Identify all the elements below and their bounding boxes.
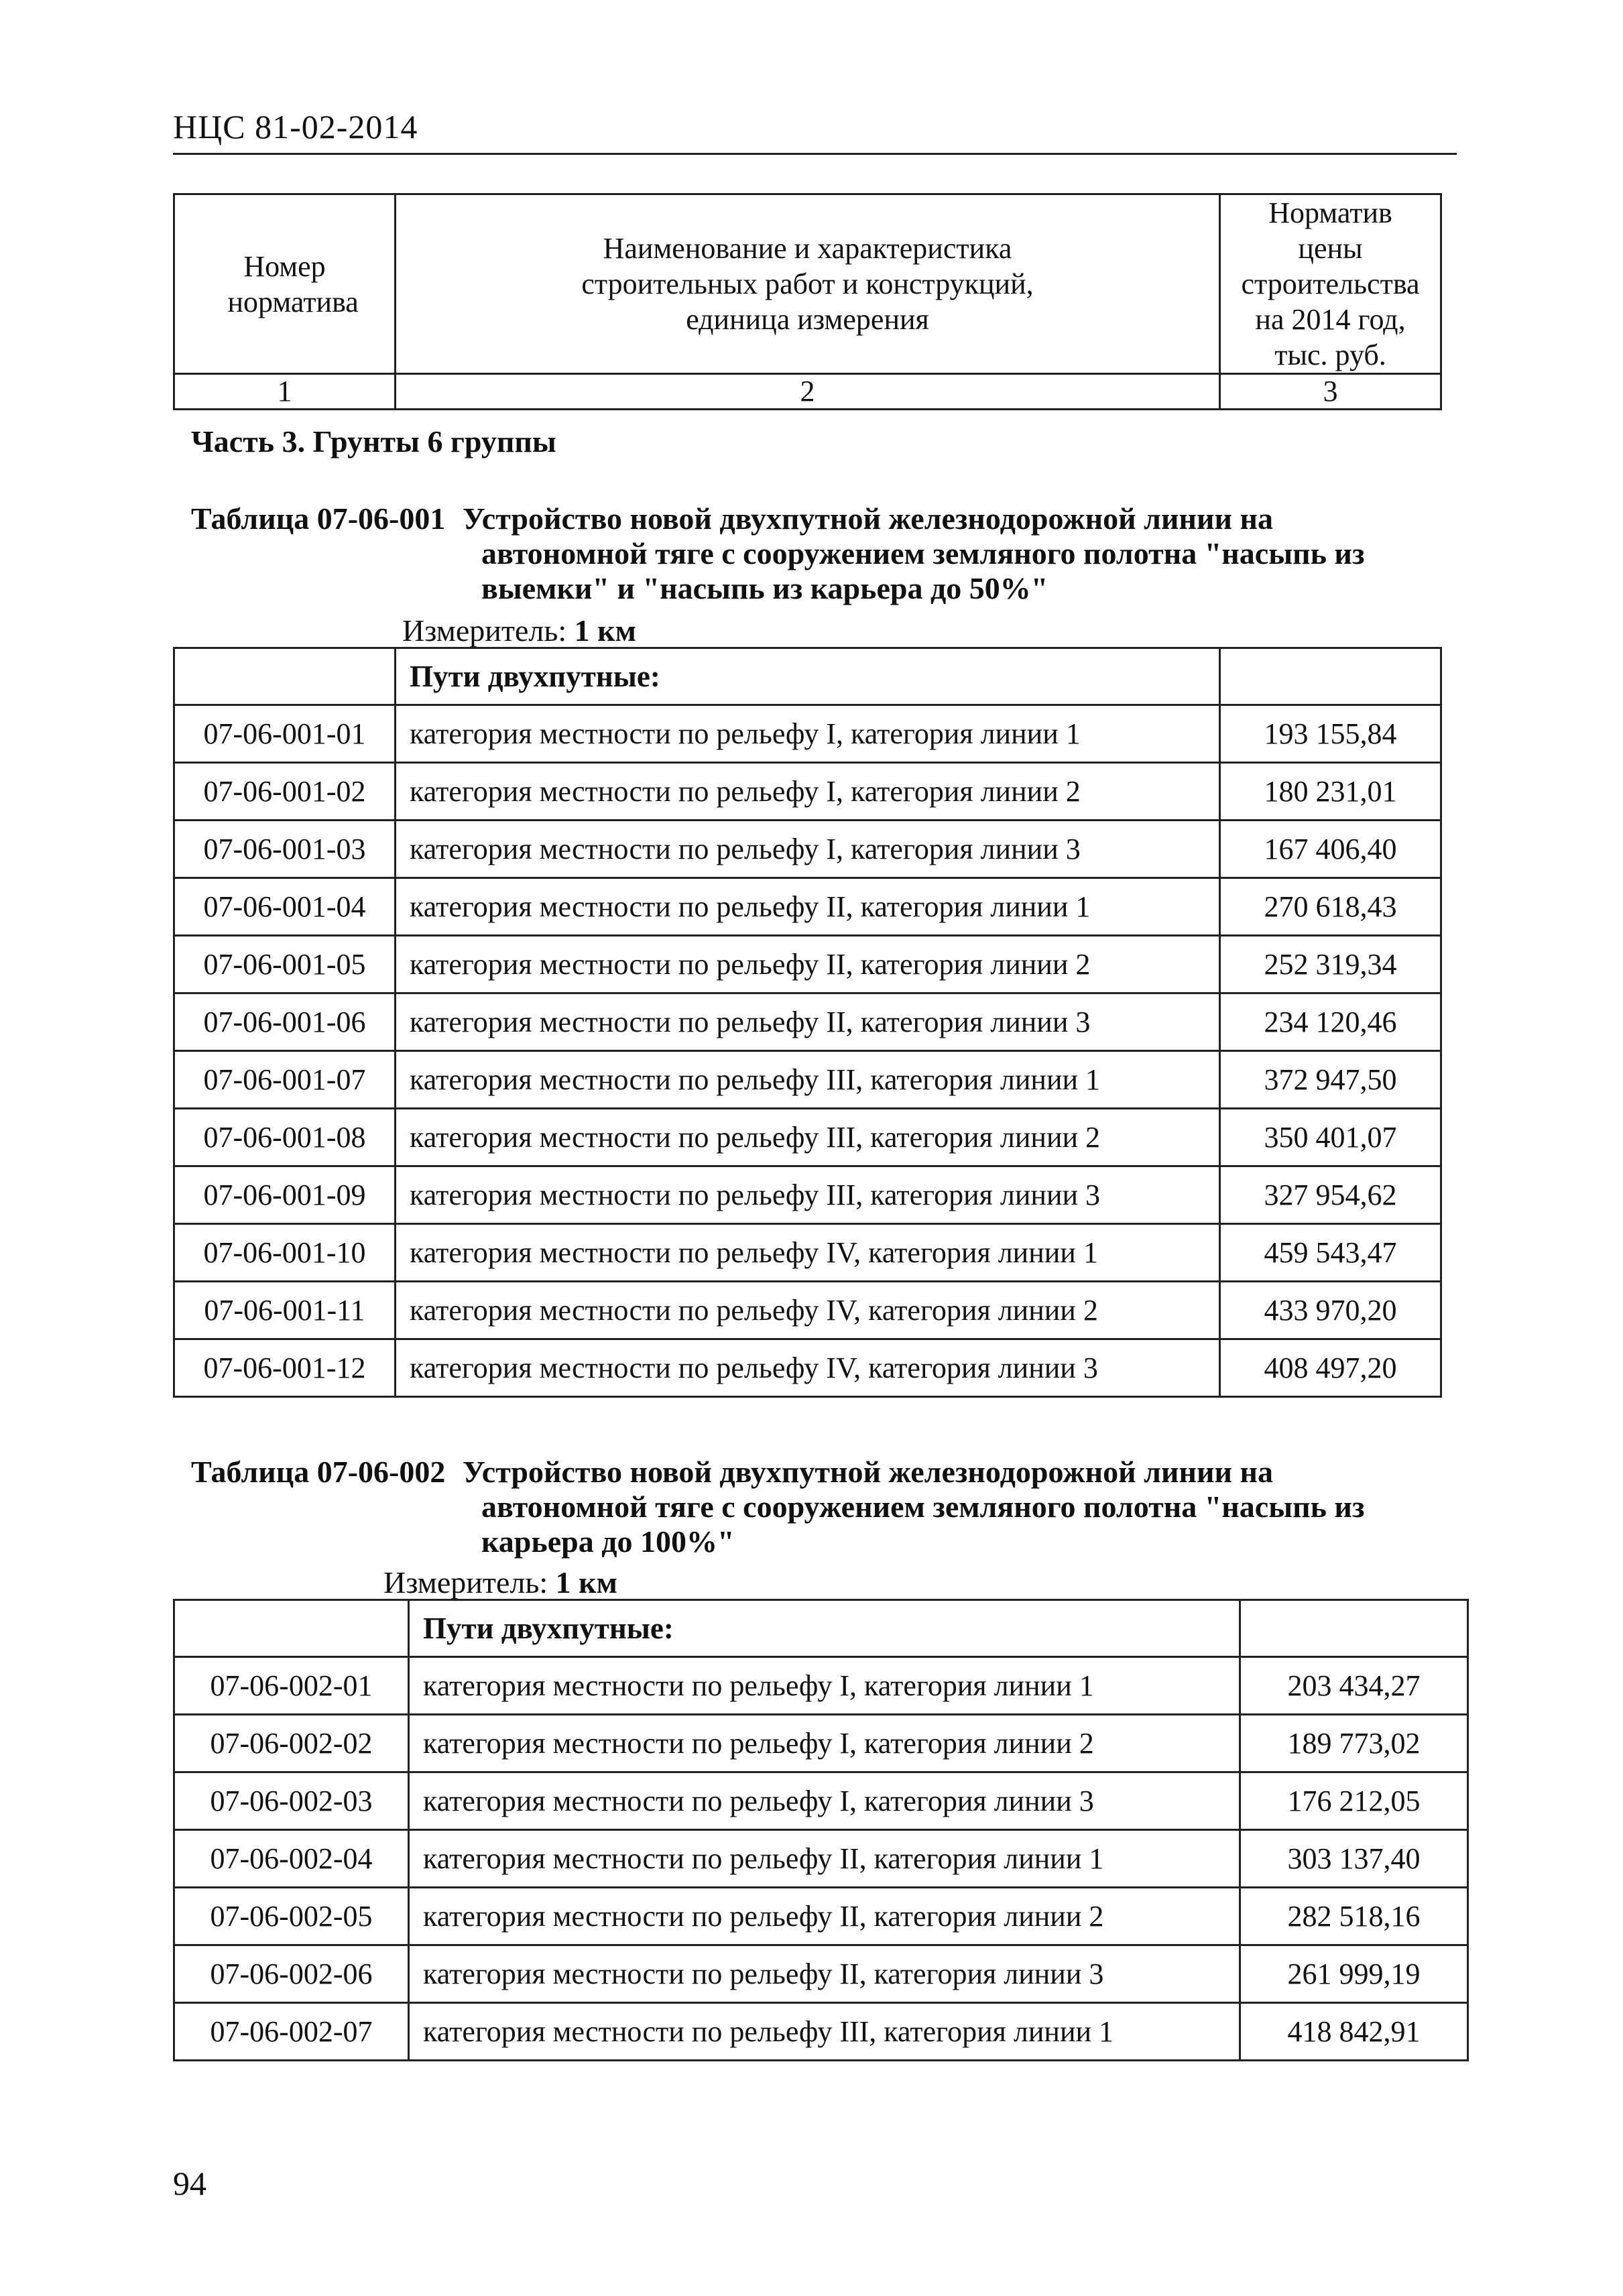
norm-code-cell: 07-06-001-01 — [174, 705, 396, 763]
norm-code-cell: 07-06-001-10 — [174, 1224, 396, 1282]
price-cell: 261 999,19 — [1240, 1945, 1468, 2003]
table-2-title-rest: автономной тяге с сооружением земляного полотна "насыпь из карьера до 100%" — [481, 1490, 1365, 1559]
table-row — [174, 1945, 1468, 2003]
table-row — [174, 705, 1441, 763]
price-cell: 180 231,01 — [1220, 763, 1441, 821]
work-description-cell: категория местности по рельефу III, категория линии 3 — [396, 1166, 1220, 1224]
price-cell: 418 842,91 — [1240, 2003, 1468, 2061]
table-1-label: Таблица 07-06-001 — [191, 501, 446, 536]
price-cell: 433 970,20 — [1220, 1282, 1441, 1339]
column-number-3: 3 — [1220, 374, 1441, 410]
norm-code-cell: 07-06-002-01 — [174, 1657, 409, 1715]
work-description-cell: категория местности по рельефу II, категория линии 1 — [396, 878, 1220, 936]
table-1-title-line1: Устройство новой двухпутной железнодорожной линии на — [463, 501, 1273, 536]
column-header-table — [173, 193, 1442, 410]
price-cell: 189 773,02 — [1240, 1715, 1468, 1772]
norm-code-cell: 07-06-002-05 — [174, 1888, 409, 1945]
table-1-subheader: Пути двухпутные: — [396, 648, 1220, 705]
price-cell: 303 137,40 — [1240, 1830, 1468, 1888]
norm-code-cell: 07-06-002-06 — [174, 1945, 409, 2003]
work-description-cell: категория местности по рельефу I, категория линии 2 — [409, 1715, 1240, 1772]
work-description-cell: категория местности по рельефу II, категория линии 3 — [396, 993, 1220, 1051]
table-row — [174, 1339, 1441, 1397]
norm-code-cell: 07-06-001-08 — [174, 1109, 396, 1166]
price-cell: 350 401,07 — [1220, 1109, 1441, 1166]
price-cell: 270 618,43 — [1220, 878, 1441, 936]
table-row — [174, 648, 1441, 705]
table-row — [174, 1282, 1441, 1339]
column-header-name: Наименование и характеристика строительных работ и конструкций, единица измерения — [396, 194, 1220, 374]
work-description-cell: категория местности по рельефу III, категория линии 1 — [409, 2003, 1240, 2061]
norm-code-cell: 07-06-002-02 — [174, 1715, 409, 1772]
work-description-cell: категория местности по рельефу IV, категория линии 1 — [396, 1224, 1220, 1282]
norm-code-cell: 07-06-001-06 — [174, 993, 396, 1051]
price-cell: 193 155,84 — [1220, 705, 1441, 763]
work-description-cell: категория местности по рельефу III, категория линии 2 — [396, 1109, 1220, 1166]
table-07-06-002 — [173, 1599, 1469, 2061]
column-header-code: Номер норматива — [174, 194, 396, 374]
norm-code-cell: 07-06-001-03 — [174, 821, 396, 878]
part-title: Часть 3. Грунты 6 группы — [191, 424, 556, 459]
norm-code-cell: 07-06-002-04 — [174, 1830, 409, 1888]
norm-code-cell: 07-06-001-05 — [174, 936, 396, 993]
price-cell: 252 319,34 — [1220, 936, 1441, 993]
table-row — [174, 1715, 1468, 1772]
table-row — [174, 1830, 1468, 1888]
norm-code-cell: 07-06-001-11 — [174, 1282, 396, 1339]
table-row — [174, 821, 1441, 878]
work-description-cell: категория местности по рельефу I, категория линии 1 — [409, 1657, 1240, 1715]
price-cell: 234 120,46 — [1220, 993, 1441, 1051]
work-description-cell: категория местности по рельефу II, категория линии 3 — [409, 1945, 1240, 2003]
table-row — [174, 1772, 1468, 1830]
table-row — [174, 878, 1441, 936]
norm-code-cell: 07-06-002-07 — [174, 2003, 409, 2061]
column-header-price: Норматив цены строительства на 2014 год, тыс. руб. — [1220, 194, 1441, 374]
work-description-cell: категория местности по рельефу III, категория линии 1 — [396, 1051, 1220, 1109]
price-cell: 203 434,27 — [1240, 1657, 1468, 1715]
work-description-cell: категория местности по рельефу I, категория линии 3 — [409, 1772, 1240, 1830]
table-1-title-rest: автономной тяге с сооружением земляного полотна "насыпь из выемки" и "насыпь из карьера до 50%" — [481, 536, 1365, 605]
table-2-label: Таблица 07-06-002 — [191, 1455, 446, 1489]
table-1-meter-label: Измеритель: — [402, 613, 567, 648]
work-description-cell: категория местности по рельефу I, категория линии 1 — [396, 705, 1220, 763]
table-row — [174, 763, 1441, 821]
table-row — [174, 1657, 1468, 1715]
column-number-2: 2 — [396, 374, 1220, 410]
norm-code-cell: 07-06-001-12 — [174, 1339, 396, 1397]
norm-code-cell: 07-06-001-02 — [174, 763, 396, 821]
table-2-meter-value: 1 км — [555, 1565, 617, 1599]
work-description-cell: категория местности по рельефу IV, категория линии 2 — [396, 1282, 1220, 1339]
table-row — [174, 1224, 1441, 1282]
price-cell: 408 497,20 — [1220, 1339, 1441, 1397]
work-description-cell: категория местности по рельефу I, категория линии 3 — [396, 821, 1220, 878]
norm-code-cell: 07-06-002-03 — [174, 1772, 409, 1830]
work-description-cell: категория местности по рельефу II, категория линии 2 — [409, 1888, 1240, 1945]
norm-code-cell: 07-06-001-04 — [174, 878, 396, 936]
table-07-06-001 — [173, 647, 1442, 1398]
table-row — [174, 1600, 1468, 1657]
work-description-cell: категория местности по рельефу I, категория линии 2 — [396, 763, 1220, 821]
table-2-subheader: Пути двухпутные: — [409, 1600, 1240, 1657]
table-row — [174, 2003, 1468, 2061]
table-2-meter — [383, 1565, 617, 1600]
price-cell: 176 212,05 — [1240, 1772, 1468, 1830]
work-description-cell: категория местности по рельефу IV, категория линии 3 — [396, 1339, 1220, 1397]
price-cell: 459 543,47 — [1220, 1224, 1441, 1282]
table-row — [174, 1109, 1441, 1166]
header-rule — [173, 153, 1457, 155]
price-cell: 372 947,50 — [1220, 1051, 1441, 1109]
norm-code-cell: 07-06-001-09 — [174, 1166, 396, 1224]
table-2-title-line1: Устройство новой двухпутной железнодорожной линии на — [463, 1455, 1273, 1489]
price-cell: 327 954,62 — [1220, 1166, 1441, 1224]
document-code: НЦС 81-02-2014 — [173, 108, 418, 145]
table-row — [174, 1051, 1441, 1109]
table-1-meter-value: 1 км — [574, 613, 636, 648]
table-1-meter — [402, 613, 636, 648]
table-row — [174, 936, 1441, 993]
price-cell: 167 406,40 — [1220, 821, 1441, 878]
table-2-meter-label: Измеритель: — [383, 1565, 548, 1599]
work-description-cell: категория местности по рельефу II, категория линии 2 — [396, 936, 1220, 993]
price-cell: 282 518,16 — [1240, 1888, 1468, 1945]
column-number-1: 1 — [174, 374, 396, 410]
page-number: 94 — [173, 2165, 206, 2202]
table-row — [174, 1888, 1468, 1945]
norm-code-cell: 07-06-001-07 — [174, 1051, 396, 1109]
table-row — [174, 993, 1441, 1051]
work-description-cell: категория местности по рельефу II, категория линии 1 — [409, 1830, 1240, 1888]
table-row — [174, 1166, 1441, 1224]
